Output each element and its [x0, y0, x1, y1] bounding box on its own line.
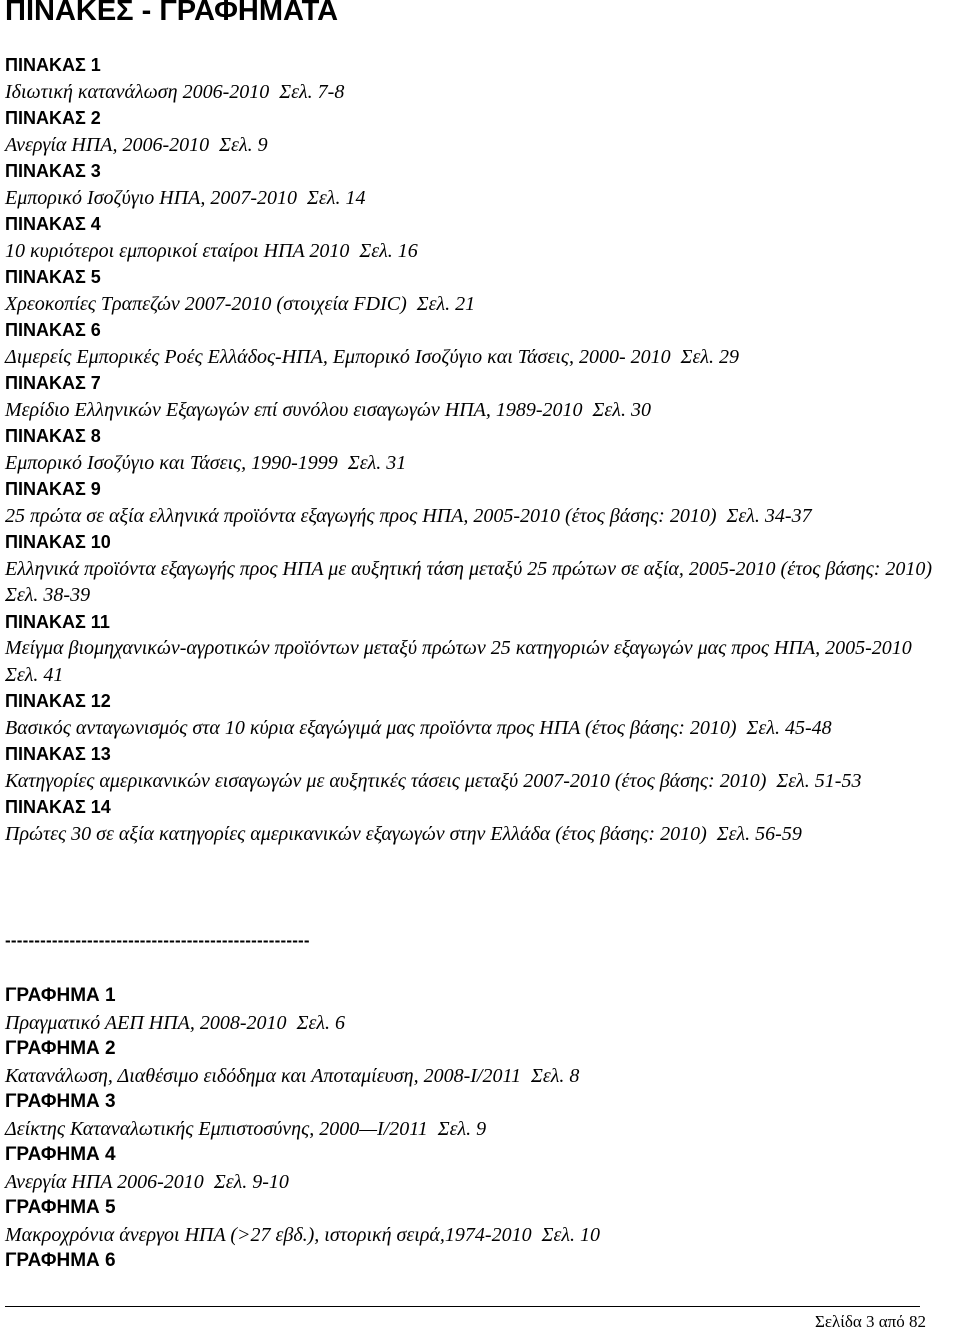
page-number: Σελίδα 3 από 82 [814, 1312, 926, 1331]
toc-entry-label: ΠΙΝΑΚΑΣ 3 [5, 161, 101, 181]
page-ref: Σελ. 41 [5, 663, 64, 686]
toc-entry-description [5, 715, 955, 742]
toc-entry-description [5, 1169, 955, 1196]
toc-entry-chart-1 [5, 983, 955, 1036]
toc-entry-chart-2 [5, 1036, 955, 1089]
toc-description-text: Κατανάλωση, Διαθέσιμο ειδόδημα και Αποταμίευση, 2008-I/2011 [5, 1064, 521, 1087]
toc-entry-label: ΓΡΑΦΗΜΑ 1 [5, 985, 116, 1006]
page-ref: Σελ. 38-39 [5, 584, 91, 606]
toc-entry-chart-5 [5, 1195, 955, 1248]
toc-description-text: Ανεργία ΗΠΑ 2006-2010 [5, 1170, 204, 1193]
page-ref: Σελ. 14 [307, 186, 366, 209]
page-ref: Σελ. 51-53 [776, 769, 862, 792]
toc-entry-label: ΓΡΑΦΗΜΑ 2 [5, 1038, 116, 1059]
toc-entry-label: ΠΙΝΑΚΑΣ 2 [5, 108, 101, 128]
toc-description-text: Ανεργία ΗΠΑ, 2006-2010 [5, 133, 210, 156]
toc-description-text: Πραγματικό ΑΕΠ ΗΠΑ, 2008-2010 [5, 1011, 287, 1034]
page-ref: Σελ. 10 [541, 1223, 601, 1246]
toc-entry-description [5, 768, 955, 795]
toc-entry-description [5, 503, 955, 530]
toc-entry-table-13 [5, 741, 955, 794]
toc-entry-description [5, 1116, 955, 1143]
toc-entry-table-11 [5, 609, 955, 689]
toc-entry-description [5, 132, 955, 159]
toc-entry-description [5, 821, 955, 848]
toc-entry-label: ΓΡΑΦΗΜΑ 5 [5, 1197, 116, 1218]
toc-entry-table-7 [5, 370, 955, 423]
toc-entry-label: ΠΙΝΑΚΑΣ 4 [5, 214, 101, 234]
toc-description-text: Δείκτης Καταναλωτικής Εμπιστοσύνης, 2000—I/2011 [5, 1117, 428, 1140]
toc-entry-table-2 [5, 105, 955, 158]
toc-description-text: Μείγμα βιομηχανικών-αγροτικών προϊόντων μεταξύ πρώτων 25 κατηγοριών εξαγωγών μας προς ΗΠΑ, 2005-2010 [5, 637, 912, 659]
toc-entry-description [5, 291, 955, 318]
toc-description-text: 25 πρώτα σε αξία ελληνικά προϊόντα εξαγωγής προς ΗΠΑ, 2005-2010 (έτος βάσης: 2010) [5, 504, 717, 527]
toc-description-text: Βασικός ανταγωνισμός στα 10 κύρια εξαγώγιμά μας προϊόντα προς ΗΠΑ (έτος βάσης: 2010) [5, 716, 737, 739]
toc-entry-description [5, 1010, 955, 1037]
toc-entry-label: ΠΙΝΑΚΑΣ 10 [5, 532, 111, 552]
toc-entry-table-9 [5, 476, 955, 529]
page-ref: Σελ. 21 [416, 292, 476, 315]
page-ref: Σελ. 9 [219, 133, 268, 156]
toc-entry-description [5, 556, 955, 609]
page-title: ΠΙΝΑΚΕΣ - ΓΡΑΦΗΜΑΤΑ [5, 0, 339, 27]
toc-entry-description [5, 635, 955, 688]
toc-entry-description [5, 1222, 955, 1249]
footer-rule [5, 1306, 920, 1307]
page-ref: Σελ. 8 [530, 1064, 580, 1087]
toc-description-text: Ελληνικά προϊόντα εξαγωγής προς ΗΠΑ με αυξητική τάση μεταξύ 25 πρώτων σε αξία, 2005-2010 (έτος βάσης: 2010) [5, 557, 933, 580]
toc-entry-label: ΠΙΝΑΚΑΣ 7 [5, 373, 101, 393]
toc-entry-description [5, 397, 955, 424]
page-ref: Σελ. 9 [437, 1117, 487, 1140]
toc-entry-table-4 [5, 211, 955, 264]
toc-entry-table-5 [5, 264, 955, 317]
toc-description-text: Διμερείς Εμπορικές Ροές Ελλάδος-ΗΠΑ, Εμπορικό Ισοζύγιο και Τάσεις, 2000- 2010 [5, 345, 671, 368]
charts-list [5, 983, 955, 1275]
toc-entry-label: ΠΙΝΑΚΑΣ 14 [5, 797, 111, 817]
page-ref: Σελ. 31 [347, 451, 407, 474]
toc-entry-description [5, 1063, 955, 1090]
toc-description-text: Πρώτες 30 σε αξία κατηγορίες αμερικανικών εξαγωγών στην Ελλάδα (έτος βάσης: 2010) [5, 822, 707, 845]
page-ref: Σελ. 56-59 [716, 822, 802, 845]
toc-entry-table-10 [5, 529, 955, 609]
toc-entry-table-1 [5, 52, 955, 105]
toc-description-text: Ιδιωτική κατανάλωση 2006-2010 [5, 80, 270, 103]
page-ref: Σελ. 9-10 [213, 1170, 289, 1193]
toc-entry-chart-6 [5, 1248, 955, 1275]
toc-description-text: Μακροχρόνια άνεργοι ΗΠΑ (>27 εβδ.), ιστορική σειρά,1974-2010 [5, 1223, 532, 1246]
toc-entry-label: ΠΙΝΑΚΑΣ 11 [5, 611, 110, 632]
section-separator: ---------------------------------------------------- [5, 931, 310, 950]
toc-entry-label: ΓΡΑΦΗΜΑ 6 [5, 1250, 116, 1271]
toc-entry-label: ΠΙΝΑΚΑΣ 1 [5, 55, 101, 75]
toc-entry-label: ΓΡΑΦΗΜΑ 3 [5, 1091, 116, 1112]
toc-entry-label: ΓΡΑΦΗΜΑ 4 [5, 1144, 116, 1165]
toc-entry-table-12 [5, 688, 955, 741]
page-ref: Σελ. 6 [296, 1011, 345, 1034]
page-ref: Σελ. 30 [592, 398, 651, 421]
toc-description-text: Εμπορικό Ισοζύγιο και Τάσεις, 1990-1999 [5, 451, 338, 474]
page-ref: Σελ. 7-8 [279, 80, 345, 103]
toc-description-text: Κατηγορίες αμερικανικών εισαγωγών με αυξητικές τάσεις μεταξύ 2007-2010 (έτος βάσης: 2010) [5, 769, 767, 792]
page-ref: Σελ. 29 [680, 345, 740, 368]
toc-entry-table-14 [5, 794, 955, 847]
toc-entry-chart-3 [5, 1089, 955, 1142]
page-ref: Σελ. 34-37 [726, 504, 812, 527]
tables-list [5, 52, 955, 847]
toc-entry-label: ΠΙΝΑΚΑΣ 13 [5, 744, 111, 764]
toc-entry-chart-4 [5, 1142, 955, 1195]
toc-description-text: Εμπορικό Ισοζύγιο ΗΠΑ, 2007-2010 [5, 186, 298, 209]
page-ref: Σελ. 45-48 [746, 716, 832, 739]
toc-entry-description [5, 450, 955, 477]
toc-entry-description [5, 185, 955, 212]
toc-description-text: Χρεοκοπίες Τραπεζών 2007-2010 (στοιχεία FDIC) [5, 292, 407, 315]
toc-entry-label: ΠΙΝΑΚΑΣ 6 [5, 320, 101, 340]
toc-entry-table-3 [5, 158, 955, 211]
toc-description-text: 10 κυριότεροι εμπορικοί εταίροι ΗΠΑ 2010 [5, 239, 350, 262]
toc-entry-table-8 [5, 423, 955, 476]
toc-entry-description [5, 79, 955, 106]
toc-description-text: Μερίδιο Ελληνικών Εξαγωγών επί συνόλου εισαγωγών ΗΠΑ, 1989-2010 [5, 398, 583, 421]
toc-entry-label: ΠΙΝΑΚΑΣ 8 [5, 426, 101, 446]
toc-entry-table-6 [5, 317, 955, 370]
toc-entry-label: ΠΙΝΑΚΑΣ 12 [5, 691, 111, 711]
page-ref: Σελ. 16 [359, 239, 418, 262]
toc-entry-description [5, 344, 955, 371]
toc-entry-description [5, 238, 955, 265]
toc-entry-label: ΠΙΝΑΚΑΣ 9 [5, 479, 101, 499]
toc-entry-label: ΠΙΝΑΚΑΣ 5 [5, 267, 101, 287]
